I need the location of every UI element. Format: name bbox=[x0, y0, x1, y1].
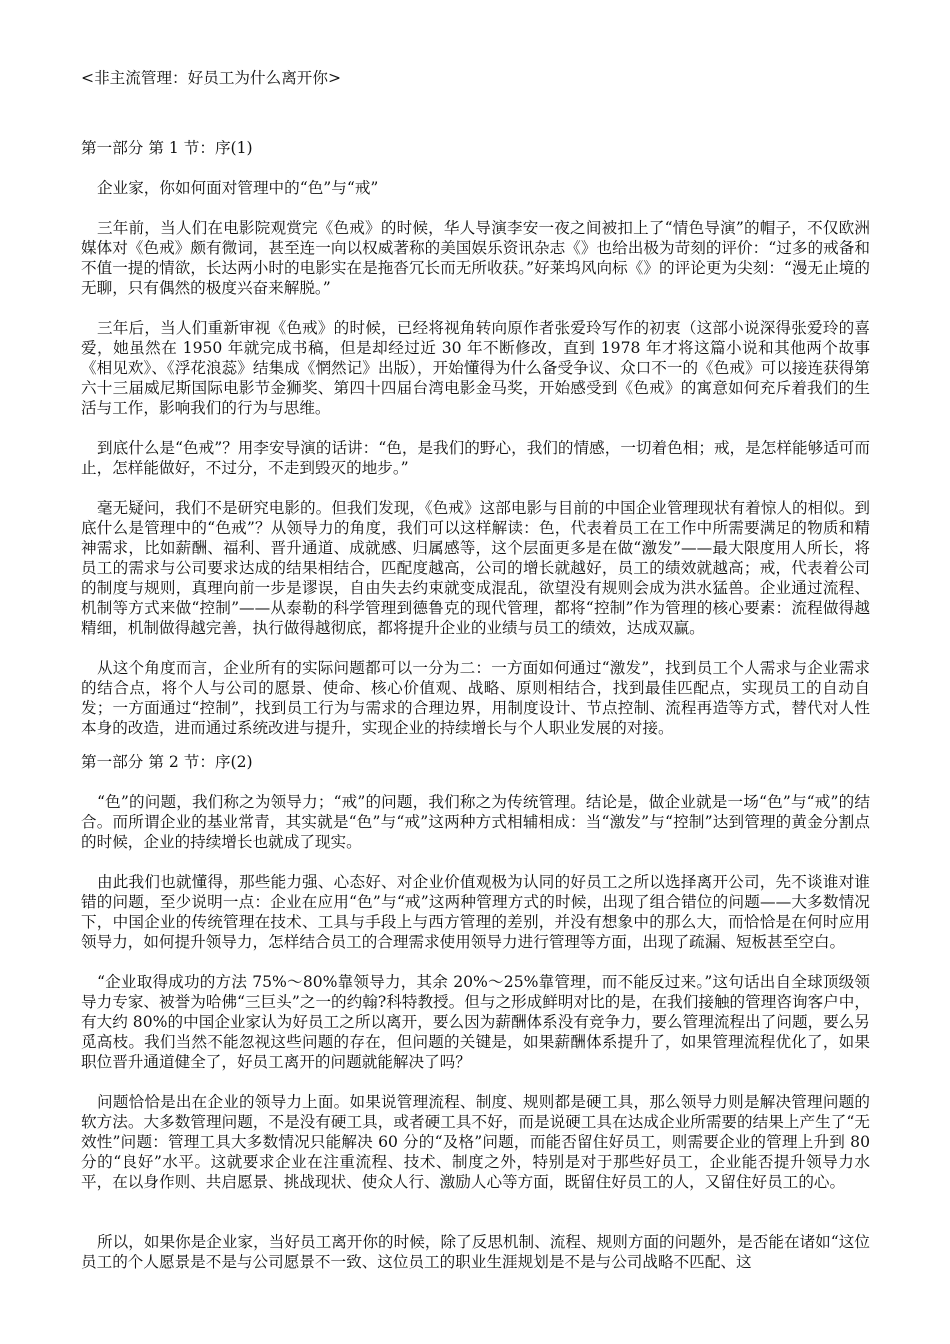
document-title: <非主流管理：好员工为什么离开你> bbox=[81, 69, 342, 87]
paragraph: 由此我们也就懂得，那些能力强、心态好、对企业价值观极为认同的好员工之所以选择离开公司，先不谈谁对谁错的问题，至少说明一点：企业在应用“色”与“戒”这两种管理方式的时候，出现了组合错位的问题——大多数情况下，中国企业的传统管理在技术、工具与手段上与西方管理的差别，并没有想象中的那么大，而恰恰是在何时应用领导力，如何提升领导力，怎样结合员工的合理需求使用领导力进行管理等方面，出现了疏漏、短板甚至空白。 bbox=[81, 873, 870, 951]
paragraph: 到底什么是“色戒”？用李安导演的话讲：“色，是我们的野心，我们的情感，一切着色相；戒，是怎样能够适可而止，怎样能做好，不过分，不走到毁灭的地步。” bbox=[81, 439, 870, 477]
paragraph: 从这个角度而言，企业所有的实际问题都可以一分为二：一方面如何通过“激发”，找到员工个人需求与企业需求的结合点，将个人与公司的愿景、使命、核心价值观、战略、原则相结合，找到最佳匹配点，实现员工的自动自发；一方面通过“控制”，找到员工行为与需求的合理边界，用制度设计、节点控制、流程再造等方式，替代对人性本身的改造，进而通过系统改进与提升，实现企业的持续增长与个人职业发展的对接。 bbox=[81, 659, 870, 737]
paragraph: 所以，如果你是企业家，当好员工离开你的时候，除了反思机制、流程、规则方面的问题外，是否能在诸如“这位员工的个人愿景是不是与公司愿景不一致、这位员工的职业生涯规划是不是与公司战略不匹配、这 bbox=[81, 1233, 870, 1271]
paragraph: 毫无疑问，我们不是研究电影的。但我们发现，《色戒》这部电影与目前的中国企业管理现状有着惊人的相似。到底什么是管理中的“色戒”？从领导力的角度，我们可以这样解读：色，代表着员工在工作中所需要满足的物质和精神需求，比如薪酬、福利、晋升通道、成就感、归属感等，这个层面更多是在做“激发”——最大限度用人所长，将员工的需求与公司要求达成的结果相结合，匹配度越高，公司的增长就越好，员工的绩效就越高；戒，代表着公司的制度与规则，真理向前一步是谬误，自由失去约束就变成混乱，欲望没有规则会成为洪水猛兽。企业通过流程、机制等方式来做“控制”——从泰勒的科学管理到德鲁克的现代管理，都将“控制”作为管理的核心要素：流程做得越精细，机制做得越完善，执行做得越彻底，都将提升企业的业绩与员工的绩效，达成双赢。 bbox=[81, 499, 870, 637]
paragraph: “色”的问题，我们称之为领导力；“戒”的问题，我们称之为传统管理。结论是，做企业就是一场“色”与“戒”的结合。而所谓企业的基业常青，其实就是“色”与“戒”这两种方式相辅相成：当“激发”与“控制”达到管理的黄金分割点的时候，企业的持续增长也就成了现实。 bbox=[81, 793, 870, 851]
section-subtitle: 企业家，你如何面对管理中的“色”与“戒” bbox=[97, 179, 379, 197]
section-heading: 第一部分 第 2 节：序(2) bbox=[81, 753, 253, 771]
paragraph: 问题恰恰是出在企业的领导力上面。如果说管理流程、制度、规则都是硬工具，那么领导力则是解决管理问题的软方法。大多数管理问题，不是没有硬工具，或者硬工具不好，而是说硬工具在达成企业所需要的结果上产生了“无效性”问题：管理工具大多数情况只能解决 60 分的“及格”问题，而能否留住好员工，则需要企业的管理上升到 80 分的“良好”水平。这就要求企业在注重流程、技术、制度之外，特别是对于那些好员工，企业能否提升领导力水平，在以身作则、共启愿景、挑战现状、使众人行、激励人心等方面，既留住好员工的人，又留住好员工的心。 bbox=[81, 1093, 870, 1191]
paragraph: 三年前，当人们在电影院观赏完《色戒》的时候，华人导演李安一夜之间被扣上了“情色导演”的帽子，不仅欧洲媒体对《色戒》颇有微词，甚至连一向以权威著称的美国娱乐资讯杂志《》也给出极为苛刻的评价：“过多的戒备和不值一提的情欲，长达两小时的电影实在是拖沓冗长而无所收获。”好莱坞风向标《》的评论更为尖刻：“漫无止境的无聊，只有偶然的极度兴奋来解脱。” bbox=[81, 219, 870, 297]
paragraph: “企业取得成功的方法 75%～80%靠领导力，其余 20%～25%靠管理，而不能反过来。”这句话出自全球顶级领导力专家、被誉为哈佛“三巨头”之一的约翰?科特教授。但与之形成鲜明对比的是，在我们接触的管理咨询客户中，有大约 80%的中国企业家认为好员工之所以离开，要么因为薪酬体系没有竞争力，要么管理流程出了问题，要么另觅高枝。我们当然不能忽视这些问题的存在，但问题的关键是，如果薪酬体系提升了，如果管理流程优化了，如果职位晋升通道健全了，好员工离开的问题就能解决了吗？ bbox=[81, 973, 870, 1071]
section-heading: 第一部分 第 1 节：序(1) bbox=[81, 139, 253, 157]
paragraph: 三年后，当人们重新审视《色戒》的时候，已经将视角转向原作者张爱玲写作的初衷（这部小说深得张爱玲的喜爱，她虽然在 1950 年就完成书稿，但是却经过近 30 年不断修改，直到 1978 年才将这篇小说和其他两个故事《相见欢》、《浮花浪蕊》结集成《惘然记》出版），开始懂得为什么备受争议、众口不一的《色戒》可以接连获得第六十三届威尼斯国际电影节金狮奖、第四十四届台湾电影金马奖，开始感受到《色戒》的寓意如何充斥着我们的生活与工作，影响我们的行为与思维。 bbox=[81, 319, 870, 417]
spacer bbox=[81, 1212, 870, 1232]
